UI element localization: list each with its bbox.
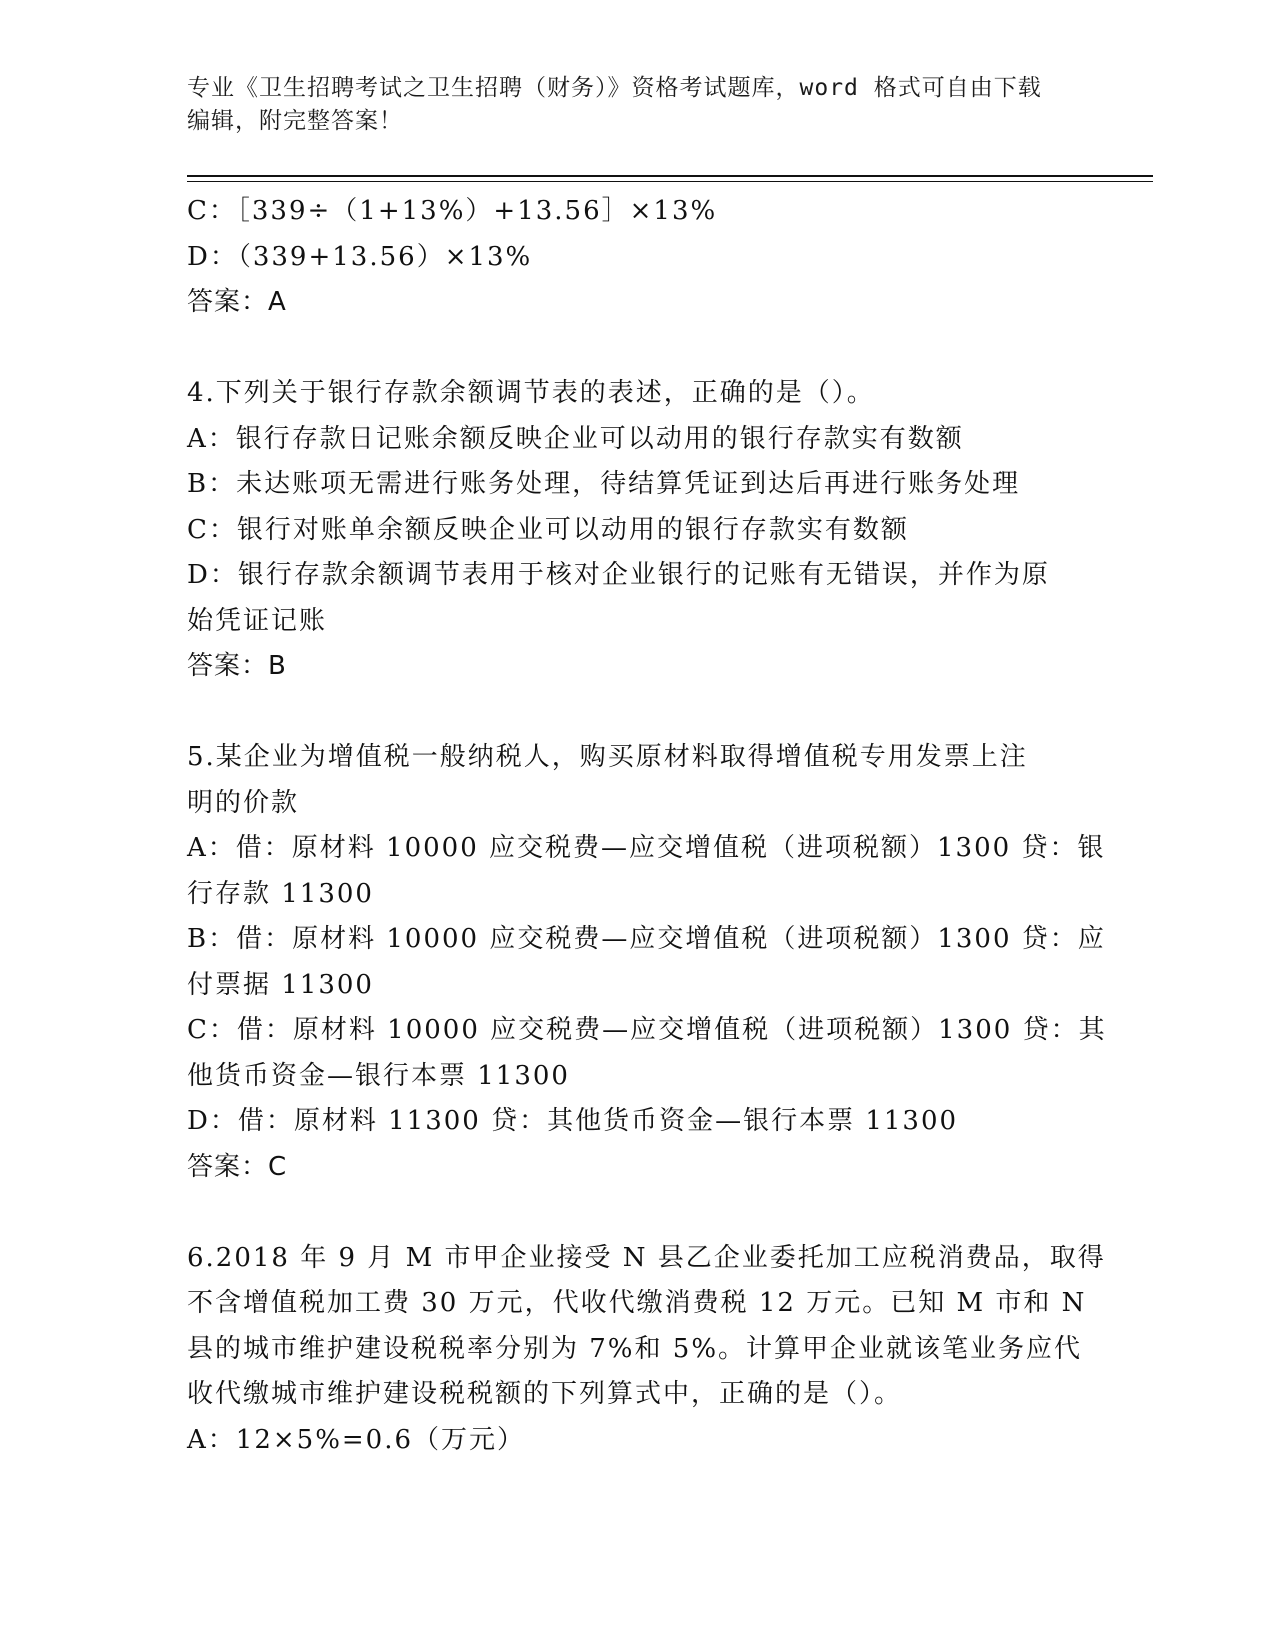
q6-question-line-1: 6.2018 年 9 月 M 市甲企业接受 N 县乙企业委托加工应税消费品，取得 (187, 1242, 1106, 1273)
q6-option-a: A：12×5%=0.6（万元） (187, 1424, 526, 1455)
spacer (187, 326, 1087, 372)
q5-option-a-line-1: A：借：原材料 10000 应交税费—应交增值税（进项税额）1300 贷：银 (187, 833, 1106, 863)
q5-option-b-line-2: 付票据 11300 (187, 969, 374, 1000)
q3-option-d: D：（339+13.56）×13% (187, 241, 533, 272)
q4-option-d-line-1: D：银行存款余额调节表用于核对企业银行的记账有无错误，并作为原 (187, 560, 1050, 590)
q4-option-b: B：未达账项无需进行账务处理，待结算凭证到达后再进行账务处理 (187, 469, 1021, 499)
q5-option-b-line-1: B：借：原材料 10000 应交税费—应交增值税（进项税额）1300 贷：应 (187, 924, 1106, 954)
q4-question: 4.下列关于银行存款余额调节表的表述，正确的是（）。 (187, 378, 875, 408)
q6-question-line-2: 不含增值税加工费 30 万元，代收代缴消费税 12 万元。已知 M 市和 N (187, 1288, 1087, 1318)
document-header (187, 72, 1067, 138)
q5-question-line-2: 明的价款 (187, 787, 300, 818)
q4-option-a: A：银行存款日记账余额反映企业可以动用的银行存款实有数额 (187, 423, 964, 454)
header-line-2: 编辑，附完整答案！ (187, 108, 403, 134)
spacer (187, 690, 1087, 736)
q5-option-d: D：借：原材料 11300 贷：其他货币资金—银行本票 11300 (187, 1106, 959, 1136)
q5-option-c-line-1: C：借：原材料 10000 应交税费—应交增值税（进项税额）1300 贷：其 (187, 1015, 1107, 1045)
header-line-1: 专业《卫生招聘考试之卫生招聘（财务）》资格考试题库，word 格式可自由下载 (187, 75, 1042, 101)
question-content (187, 189, 1107, 1463)
q5-option-a-line-2: 行存款 11300 (187, 878, 374, 909)
q5-answer: 答案：C (187, 1151, 288, 1182)
q3-option-c: C：［339÷（1+13%）+13.56］×13% (187, 196, 718, 226)
q5-question-line-1: 5.某企业为增值税一般纳税人，购买原材料取得增值税专用发票上注 (187, 742, 1028, 772)
spacer (187, 1190, 1087, 1236)
q6-question-line-3: 县的城市维护建设税税率分别为 7%和 5%。计算甲企业就该笔业务应代 (187, 1333, 1083, 1364)
q5-option-c-line-2: 他货币资金—银行本票 11300 (187, 1060, 570, 1091)
q4-option-d-line-2: 始凭证记账 (187, 605, 328, 636)
q4-answer: 答案：B (187, 651, 287, 681)
q6-question-line-4: 收代缴城市维护建设税税额的下列算式中，正确的是（）。 (187, 1379, 903, 1409)
header-divider-thick (187, 175, 1153, 177)
q3-answer: 答案：A (187, 287, 287, 317)
header-divider-thin (187, 181, 1153, 182)
q4-option-c: C：银行对账单余额反映企业可以动用的银行存款实有数额 (187, 514, 909, 545)
